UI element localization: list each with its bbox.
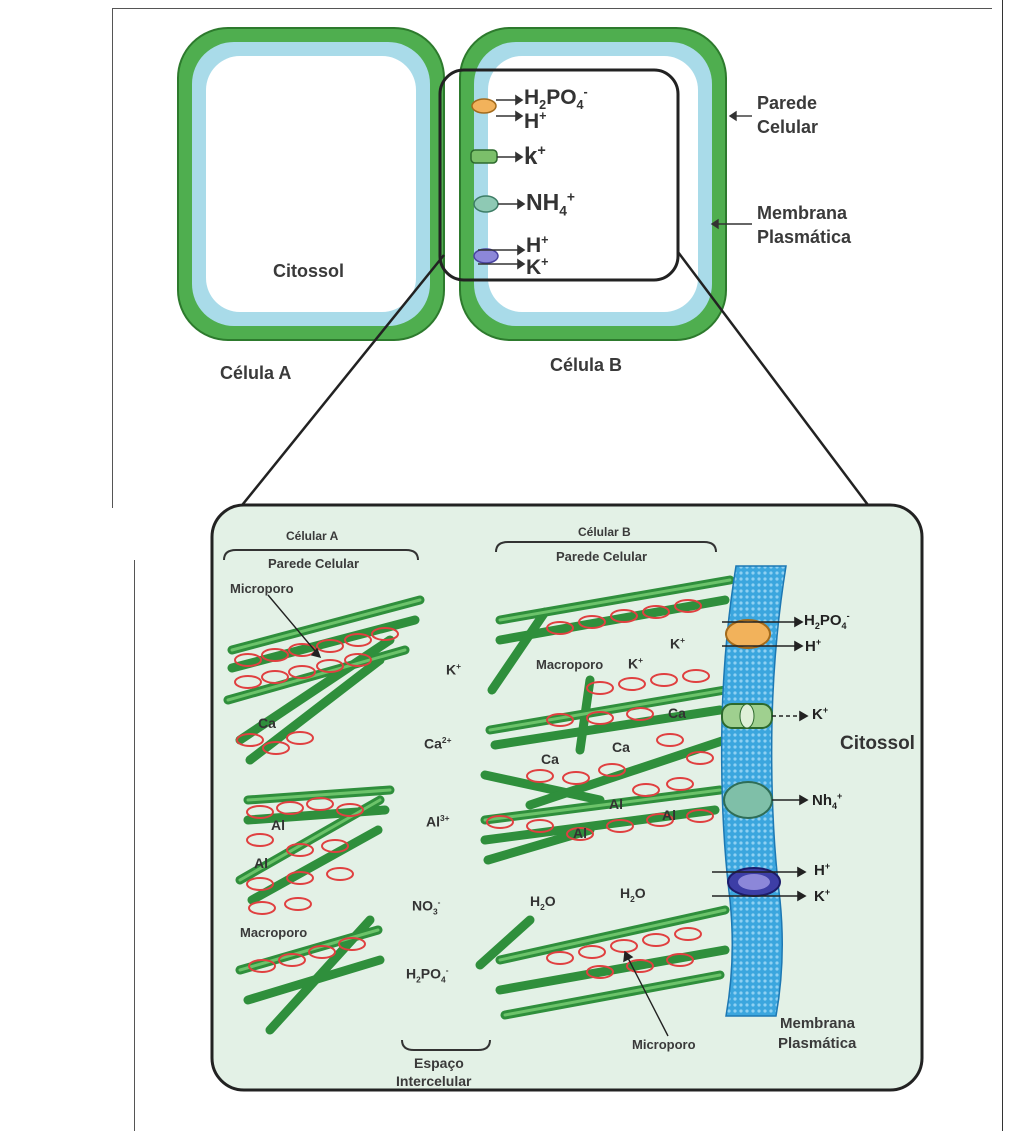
space-ion-al: $Al^{3+}$ xyxy=(426,813,450,830)
top-ion-nh4: $NH_4^+$ xyxy=(526,189,575,219)
wall-a-ion-al2: Al xyxy=(254,855,268,871)
zoom-wall-b-label: Parede Celular xyxy=(556,549,648,564)
zoom-macroporo-left: Macroporo xyxy=(240,925,308,940)
zoom-macroporo-right: Macroporo xyxy=(536,657,604,672)
zoom-wall-a-label: Parede Celular xyxy=(268,556,360,571)
zoom-cell-a-title: Célular A xyxy=(286,529,339,543)
top-ion-h2po4: $H_2PO_4^-$ xyxy=(524,85,588,113)
top-ion-h1: H+ xyxy=(524,109,547,133)
zoom-microporo-top: Microporo xyxy=(230,581,294,596)
wall-a-ion-al1: Al xyxy=(271,817,285,833)
wall-b-ion-ca1: Ca xyxy=(668,705,686,721)
cell-wall-label-line1: Parede xyxy=(757,93,818,113)
cell-b-label: Célula B xyxy=(550,355,623,375)
top-ion-k2: K+ xyxy=(526,255,549,279)
membrane-ion-h2po4: $H_2PO_4^-$ xyxy=(804,611,850,631)
intercellular-label-line2: Intercelular xyxy=(396,1073,472,1089)
intercellular-label-line1: Espaço xyxy=(414,1055,464,1071)
wall-b-ion-ca3: Ca xyxy=(541,751,559,767)
space-ion-no3: $NO_3^-$ xyxy=(412,897,441,917)
zoom-microporo-bottom: Microporo xyxy=(632,1037,696,1052)
wall-b-ion-al1: Al xyxy=(609,796,623,812)
membrane-ion-k2: K+ xyxy=(814,887,831,905)
wall-b-ion-al2: Al xyxy=(662,807,676,823)
membrane-ion-nh4: $Nh_4^+$ xyxy=(812,791,843,811)
plasma-membrane-label-line1: Membrana xyxy=(757,203,848,223)
cell-wall-label-line2: Celular xyxy=(757,117,819,137)
wall-b-ion-k2: K+ xyxy=(670,635,686,652)
zoom-membrane-label-line1: Membrana xyxy=(780,1015,856,1032)
top-ion-h2: H+ xyxy=(526,233,549,257)
membrane-ion-k1: K+ xyxy=(812,705,829,723)
plasma-membrane-label-line2: Plasmática xyxy=(757,227,852,247)
zoom-membrane-label-line2: Plasmática xyxy=(778,1035,857,1052)
zoom-line-right xyxy=(678,252,868,505)
cell-a xyxy=(178,28,444,340)
space-ion-k: K+ xyxy=(446,661,462,678)
membrane-ion-h1: H+ xyxy=(805,637,822,655)
space-ion-h2po4: $H_2PO_4^-$ xyxy=(406,965,449,985)
cell-b xyxy=(460,28,726,340)
water-label-1: $H_2O$ xyxy=(530,893,556,912)
wall-b-ion-k1: K+ xyxy=(628,655,644,672)
wall-b-ion-al3: Al xyxy=(573,825,587,841)
zoom-cell-b-title: Célular B xyxy=(578,525,631,539)
wall-a-ion-ca: Ca xyxy=(258,715,276,731)
wall-b-ion-ca2: Ca xyxy=(612,739,630,755)
water-label-2: $H_2O$ xyxy=(620,885,646,904)
top-ion-k1: k+ xyxy=(524,143,546,170)
cell-a-label: Célula A xyxy=(220,363,292,383)
zoom-cytosol-label: Citossol xyxy=(840,733,915,754)
membrane-ion-h2: H+ xyxy=(814,861,831,879)
top-cytosol-label: Citossol xyxy=(273,261,345,281)
space-ion-ca: $Ca^{2+}$ xyxy=(424,735,452,752)
